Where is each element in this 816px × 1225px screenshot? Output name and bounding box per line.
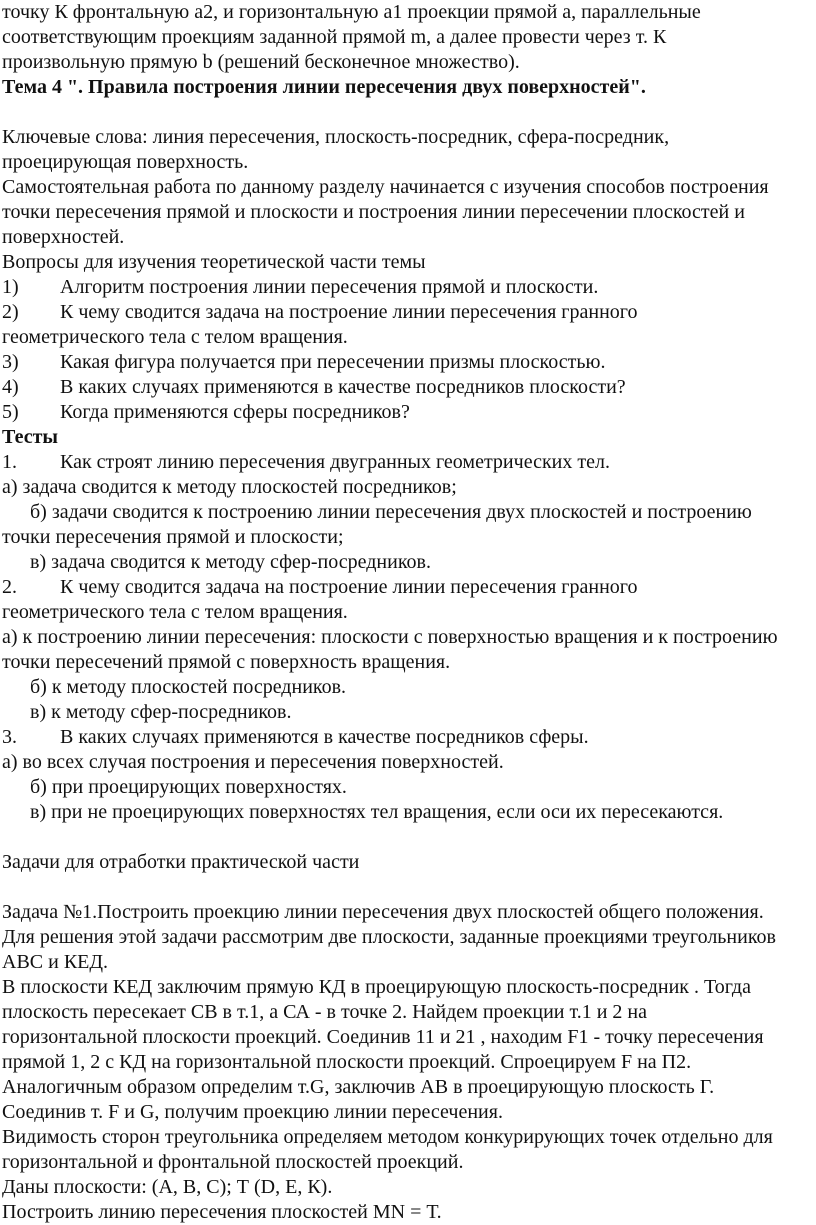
self-study-line-2: точки пересечения прямой и плоскости и построения линии пересечении плоскостей и xyxy=(2,201,745,223)
test-answer-a: а) во всех случая построения и пересечения поверхностей. xyxy=(2,751,504,773)
question-text: К чему сводится задача на построение линии пересечения гранного xyxy=(60,301,638,323)
question-text: Какая фигура получается при пересечении призмы плоскостью. xyxy=(60,351,606,373)
test-question-2 xyxy=(2,575,810,600)
keywords-line-2: проецирующая поверхность. xyxy=(2,151,249,173)
task1-line: АВС и КЕД. xyxy=(2,951,109,973)
test-answer-b: б) задачи сводится к построению линии пересечения двух плоскостей и построению xyxy=(30,501,752,523)
test-question-text: К чему сводится задача на построение линии пересечения гранного xyxy=(60,576,638,598)
question-number: 1) xyxy=(2,276,19,298)
question-item xyxy=(2,350,810,375)
test-answer-c: в) при не проецирующих поверхностях тел вращения, если оси их пересекаются. xyxy=(30,801,724,823)
topic-heading: Тема 4 ". Правила построения линии пересечения двух поверхностей". xyxy=(2,76,646,98)
self-study-line-1: Самостоятельная работа по данному разделу начинается с изучения способов построения xyxy=(2,176,769,198)
task1-line: В плоскости КЕД заключим прямую КД в проецирующую плоскость-посредник . Тогда xyxy=(2,976,751,998)
test-question-3 xyxy=(2,725,810,750)
test-answer-c: в) к методу сфер-посредников. xyxy=(30,701,292,723)
tests-heading: Тесты xyxy=(2,426,59,448)
test-question-text: В каких случаях применяются в качестве посредников сферы. xyxy=(60,726,589,748)
question-item xyxy=(2,400,810,425)
question-item xyxy=(2,300,810,325)
test-answer-b: б) к методу плоскостей посредников. xyxy=(30,676,347,698)
intro-line-1: точку К фронтальную а2, и горизонтальную а1 проекции прямой а, параллельные xyxy=(2,1,701,23)
intro-line-2: соответствующим проекциям заданной прямой m, а далее провести через т. К xyxy=(2,26,667,48)
task1-line: прямой 1, 2 с КД на горизонтальной плоскости проекций. Спроецируем F на П2. xyxy=(2,1051,692,1073)
test-answer-a: а) задача сводится к методу плоскостей посредников; xyxy=(2,476,457,498)
task1-line: Аналогичным образом определим т.G, заключив АВ в проецирующую плоскость Г. xyxy=(2,1076,715,1098)
question-number: 2) xyxy=(2,301,19,323)
questions-heading: Вопросы для изучения теоретической части темы xyxy=(2,251,426,273)
test-answer-b-cont: точки пересечения прямой и плоскости; xyxy=(2,526,344,548)
test-answer-a-cont: точки пересечений прямой с поверхность вращения. xyxy=(2,651,451,673)
question-number: 3) xyxy=(2,351,19,373)
question-item xyxy=(2,275,810,300)
test-number: 1. xyxy=(2,451,17,473)
task1-line: Даны плоскости: (А, В, С); Т (D, E, К). xyxy=(2,1176,333,1198)
question-text: В каких случаях применяются в качестве посредников плоскости? xyxy=(60,376,626,398)
question-text: Когда применяются сферы посредников? xyxy=(60,401,410,423)
keywords-line-1: Ключевые слова: линия пересечения, плоскость-посредник, сфера-посредник, xyxy=(2,126,670,148)
task1-line: Построить линию пересечения плоскостей MN = Т. xyxy=(2,1201,442,1223)
test-answer-b: б) при проецирующих поверхностях. xyxy=(30,776,347,798)
question-continuation: геометрического тела с телом вращения. xyxy=(2,326,348,348)
task1-line: Для решения этой задачи рассмотрим две плоскости, заданные проекциями треугольников xyxy=(2,926,776,948)
task1-line: горизонтальной плоскости проекций. Соединив 11 и 21 , находим F1 - точку пересечения xyxy=(2,1026,764,1048)
task1-line: плоскость пересекает СВ в т.1, а СА - в точке 2. Найдем проекции т.1 и 2 на xyxy=(2,1001,647,1023)
intro-line-3: произвольную прямую b (решений бесконечное множество). xyxy=(2,51,520,73)
test-question-cont: геометрического тела с телом вращения. xyxy=(2,601,348,623)
test-answer-a: а) к построению линии пересечения: плоскости с поверхностью вращения и к построению xyxy=(2,626,778,648)
test-question-text: Как строят линию пересечения двугранных геометрических тел. xyxy=(60,451,610,473)
question-number: 4) xyxy=(2,376,19,398)
self-study-line-3: поверхностей. xyxy=(2,226,125,248)
test-answer-c: в) задача сводится к методу сфер-посредников. xyxy=(30,551,431,573)
task1-line: Соединив т. F и G, получим проекцию линии пересечения. xyxy=(2,1101,503,1123)
test-number: 3. xyxy=(2,726,17,748)
question-text: Алгоритм построения линии пересечения прямой и плоскости. xyxy=(60,276,599,298)
question-item xyxy=(2,375,810,400)
task1-line: Задача №1.Построить проекцию линии пересечения двух плоскостей общего положения. xyxy=(2,901,764,923)
question-number: 5) xyxy=(2,401,19,423)
practice-heading: Задачи для отработки практической части xyxy=(2,851,360,873)
task1-line: горизонтальной и фронтальной плоскостей проекций. xyxy=(2,1151,464,1173)
test-question-1 xyxy=(2,450,810,475)
test-number: 2. xyxy=(2,576,17,598)
task1-line: Видимость сторон треугольника определяем методом конкурирующих точек отдельно для xyxy=(2,1126,773,1148)
